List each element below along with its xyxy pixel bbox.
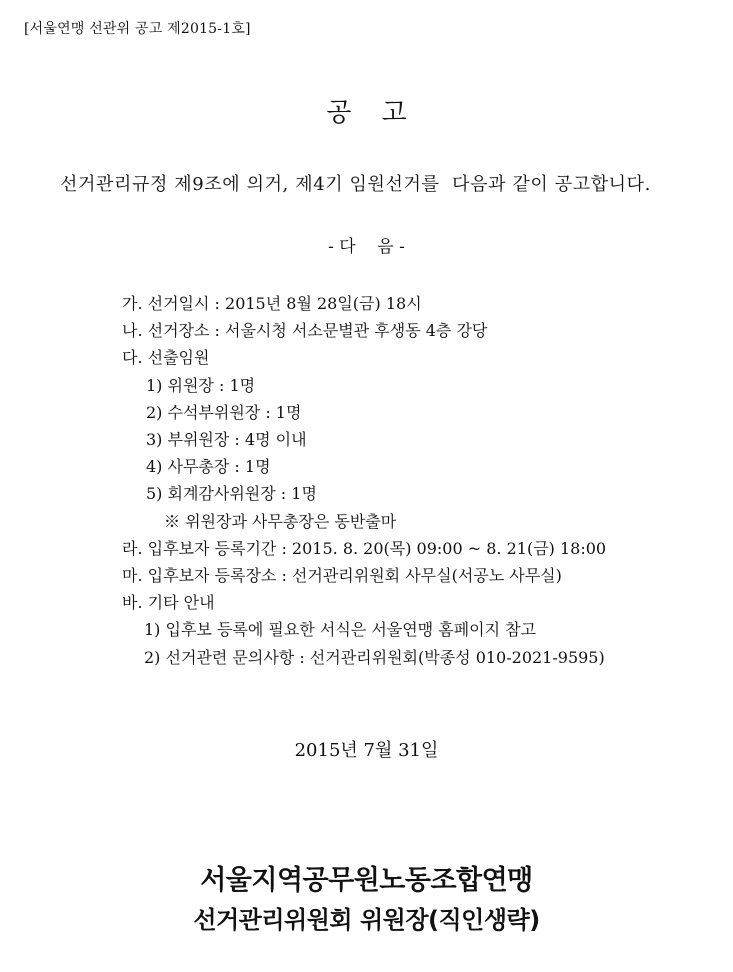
section-heading: - 다 음 - xyxy=(328,237,405,257)
officers-note: ※ 위원장과 사무총장은 동반출마 xyxy=(164,511,397,531)
page-title xyxy=(0,92,733,129)
officer-secretary-general: 4) 사무총장 : 1명 xyxy=(146,457,271,477)
signer-line: 선거관리위원회 위원장(직인생략) xyxy=(193,906,540,934)
notice-date: 2015년 7월 31일 xyxy=(294,740,439,761)
title-char-2: 고 xyxy=(381,98,407,128)
notice-number: [서울연맹 선관위 공고 제2015-1호] xyxy=(24,21,251,37)
officer-vice-chairman: 3) 부위원장 : 4명 이내 xyxy=(146,430,307,450)
organization-name: 서울지역공무원노동조합연맹 xyxy=(200,865,533,896)
item-registration-period: 라. 입후보자 등록기간 : 2015. 8. 20(목) 09:00 ~ 8. 21(금) 18:00 xyxy=(122,538,607,558)
info-forms: 1) 입후보 등록에 필요한 서식은 서울연맹 홈페이지 참고 xyxy=(144,620,537,640)
item-election-place: 나. 선거장소 : 서울시청 서소문별관 후생동 4층 강당 xyxy=(122,321,488,341)
info-inquiry: 2) 선거관련 문의사항 : 선거관리위원회(박종성 010-2021-9595) xyxy=(144,647,605,667)
item-election-date: 가. 선거일시 : 2015년 8월 28일(금) 18시 xyxy=(122,294,422,313)
title-char-1: 공 xyxy=(326,98,352,128)
intro-paragraph: 선거관리규정 제9조에 의거, 제4기 임원선거를 다음과 같이 공고합니다. xyxy=(60,174,651,195)
officer-audit-chairman: 5) 회계감사위원장 : 1명 xyxy=(146,484,317,504)
item-other-info: 바. 기타 안내 xyxy=(122,593,215,613)
officer-chairman: 1) 위원장 : 1명 xyxy=(146,375,256,395)
notice-items xyxy=(122,290,606,671)
officer-senior-vice-chairman: 2) 수석부위원장 : 1명 xyxy=(146,402,302,422)
item-officers: 다. 선출임원 xyxy=(122,348,210,368)
item-registration-place: 마. 입후보자 등록장소 : 선거관리위원회 사무실(서공노 사무실) xyxy=(122,566,562,586)
